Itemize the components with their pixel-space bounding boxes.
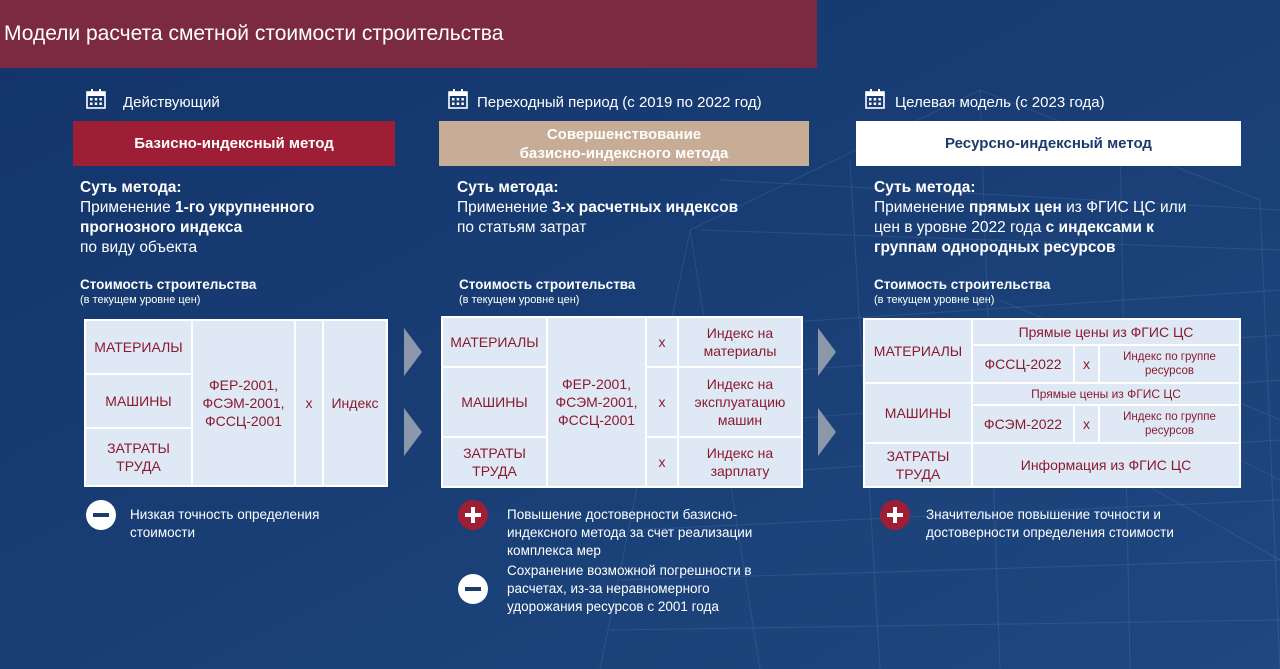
essence-bold-2: с индексами к группам однородных ресурсов xyxy=(874,219,1154,256)
fsscc-2022: ФССЦ-2022 xyxy=(973,346,1073,382)
row-machines: МАШИНЫ xyxy=(865,384,971,442)
multiply-sign: x xyxy=(296,321,322,485)
row-labor: ЗАТРАТЫ ТРУДА xyxy=(86,429,191,485)
info-fgis: Информация из ФГИС ЦС xyxy=(973,444,1239,486)
multiply-sign: x xyxy=(647,438,677,486)
essence-text-2: по статьям затрат xyxy=(457,219,587,236)
fsem-2022: ФСЭМ-2022 xyxy=(973,406,1073,442)
base-norms: ФЕР-2001, ФСЭМ-2001, ФССЦ-2001 xyxy=(193,321,294,485)
arrow-right-icon xyxy=(818,408,836,456)
note-improvement: Повышение достоверности базисно-индексного метода за счет реализации комплекса мер xyxy=(507,507,753,558)
arrow-right-icon xyxy=(404,408,422,456)
note-error-retained: Сохранение возможной погрешности в расчетах, из-за неравномерного удорожания ресурсов с 2001 года xyxy=(507,563,752,614)
cost-table-target xyxy=(863,318,1241,488)
note-low-accuracy: Низкая точность определения стоимости xyxy=(130,507,320,540)
calendar-icon xyxy=(86,89,106,109)
arrow-right-icon xyxy=(404,328,422,376)
essence-label: Суть метода: xyxy=(80,179,182,196)
minus-icon xyxy=(86,500,116,530)
base-norms: ФЕР-2001, ФСЭМ-2001, ФССЦ-2001 xyxy=(548,318,645,486)
calendar-icon xyxy=(448,89,468,109)
cost-table-current xyxy=(84,319,388,487)
cost-label: Стоимость строительства xyxy=(80,277,257,292)
cost-table-transition xyxy=(441,316,803,488)
essence-text-2: из ФГИС ЦС или цен в уровне 2022 года xyxy=(874,199,1187,236)
banner-improvement xyxy=(439,121,809,166)
essence-text: Применение xyxy=(457,199,553,216)
essence-label: Суть метода: xyxy=(457,179,559,196)
page-title: Модели расчета сметной стоимости строительства xyxy=(4,22,504,45)
direct-prices-materials: Прямые цены из ФГИС ЦС xyxy=(973,320,1239,344)
index-machines: Индекс на эксплуатацию машин xyxy=(679,368,801,436)
row-machines: МАШИНЫ xyxy=(443,368,546,436)
index-cell: Индекс xyxy=(324,321,386,485)
calendar-icon xyxy=(865,89,885,109)
essence-text-2: по виду объекта xyxy=(80,239,198,256)
method-essence-transition xyxy=(457,178,777,238)
plus-icon xyxy=(880,500,910,530)
column-header-current: Действующий xyxy=(123,94,220,111)
group-index-machines: Индекс по группе ресурсов xyxy=(1100,406,1239,442)
arrow-right-icon xyxy=(818,328,836,376)
banner-basis-index: Базисно-индексный метод xyxy=(73,121,395,166)
plus-icon xyxy=(458,500,488,530)
row-labor: ЗАТРАТЫ ТРУДА xyxy=(865,444,971,486)
row-labor: ЗАТРАТЫ ТРУДА xyxy=(443,438,546,486)
cost-sublabel: (в текущем уровне цен) xyxy=(80,294,201,306)
minus-icon xyxy=(458,574,488,604)
direct-prices-machines: Прямые цены из ФГИС ЦС xyxy=(973,384,1239,404)
column-header-transition: Переходный период (с 2019 по 2022 год) xyxy=(477,94,762,111)
row-materials: МАТЕРИАЛЫ xyxy=(443,318,546,366)
banner-improvement-text: Совершенствование базисно-индексного метода xyxy=(519,125,729,162)
row-materials: МАТЕРИАЛЫ xyxy=(86,321,191,373)
multiply-sign: x xyxy=(647,318,677,366)
group-index-materials: Индекс по группе ресурсов xyxy=(1100,346,1239,382)
essence-text: Применение xyxy=(80,199,176,216)
cost-label: Стоимость строительства xyxy=(459,277,636,292)
row-machines: МАШИНЫ xyxy=(86,375,191,427)
essence-bold: 1-го укрупненного прогнозного индекса xyxy=(80,199,315,236)
essence-text: Применение xyxy=(874,199,970,216)
cost-sublabel: (в текущем уровне цен) xyxy=(874,294,995,306)
index-salary: Индекс на зарплату xyxy=(679,438,801,486)
multiply-sign: x xyxy=(1075,346,1098,382)
row-materials: МАТЕРИАЛЫ xyxy=(865,320,971,382)
method-essence-target xyxy=(874,178,1204,258)
index-materials: Индекс на материалы xyxy=(679,318,801,366)
banner-resource-index: Ресурсно-индексный метод xyxy=(856,121,1241,166)
note-accuracy-increase: Значительное повышение точности и достоверности определения стоимости xyxy=(926,507,1174,540)
essence-label: Суть метода: xyxy=(874,179,976,196)
cost-sublabel: (в текущем уровне цен) xyxy=(459,294,580,306)
essence-bold: прямых цен xyxy=(969,199,1062,216)
multiply-sign: x xyxy=(647,368,677,436)
multiply-sign: x xyxy=(1075,406,1098,442)
method-essence-current xyxy=(80,178,380,258)
column-header-target: Целевая модель (с 2023 года) xyxy=(895,94,1105,111)
essence-bold: 3-х расчетных индексов xyxy=(552,199,739,216)
cost-label: Стоимость строительства xyxy=(874,277,1051,292)
